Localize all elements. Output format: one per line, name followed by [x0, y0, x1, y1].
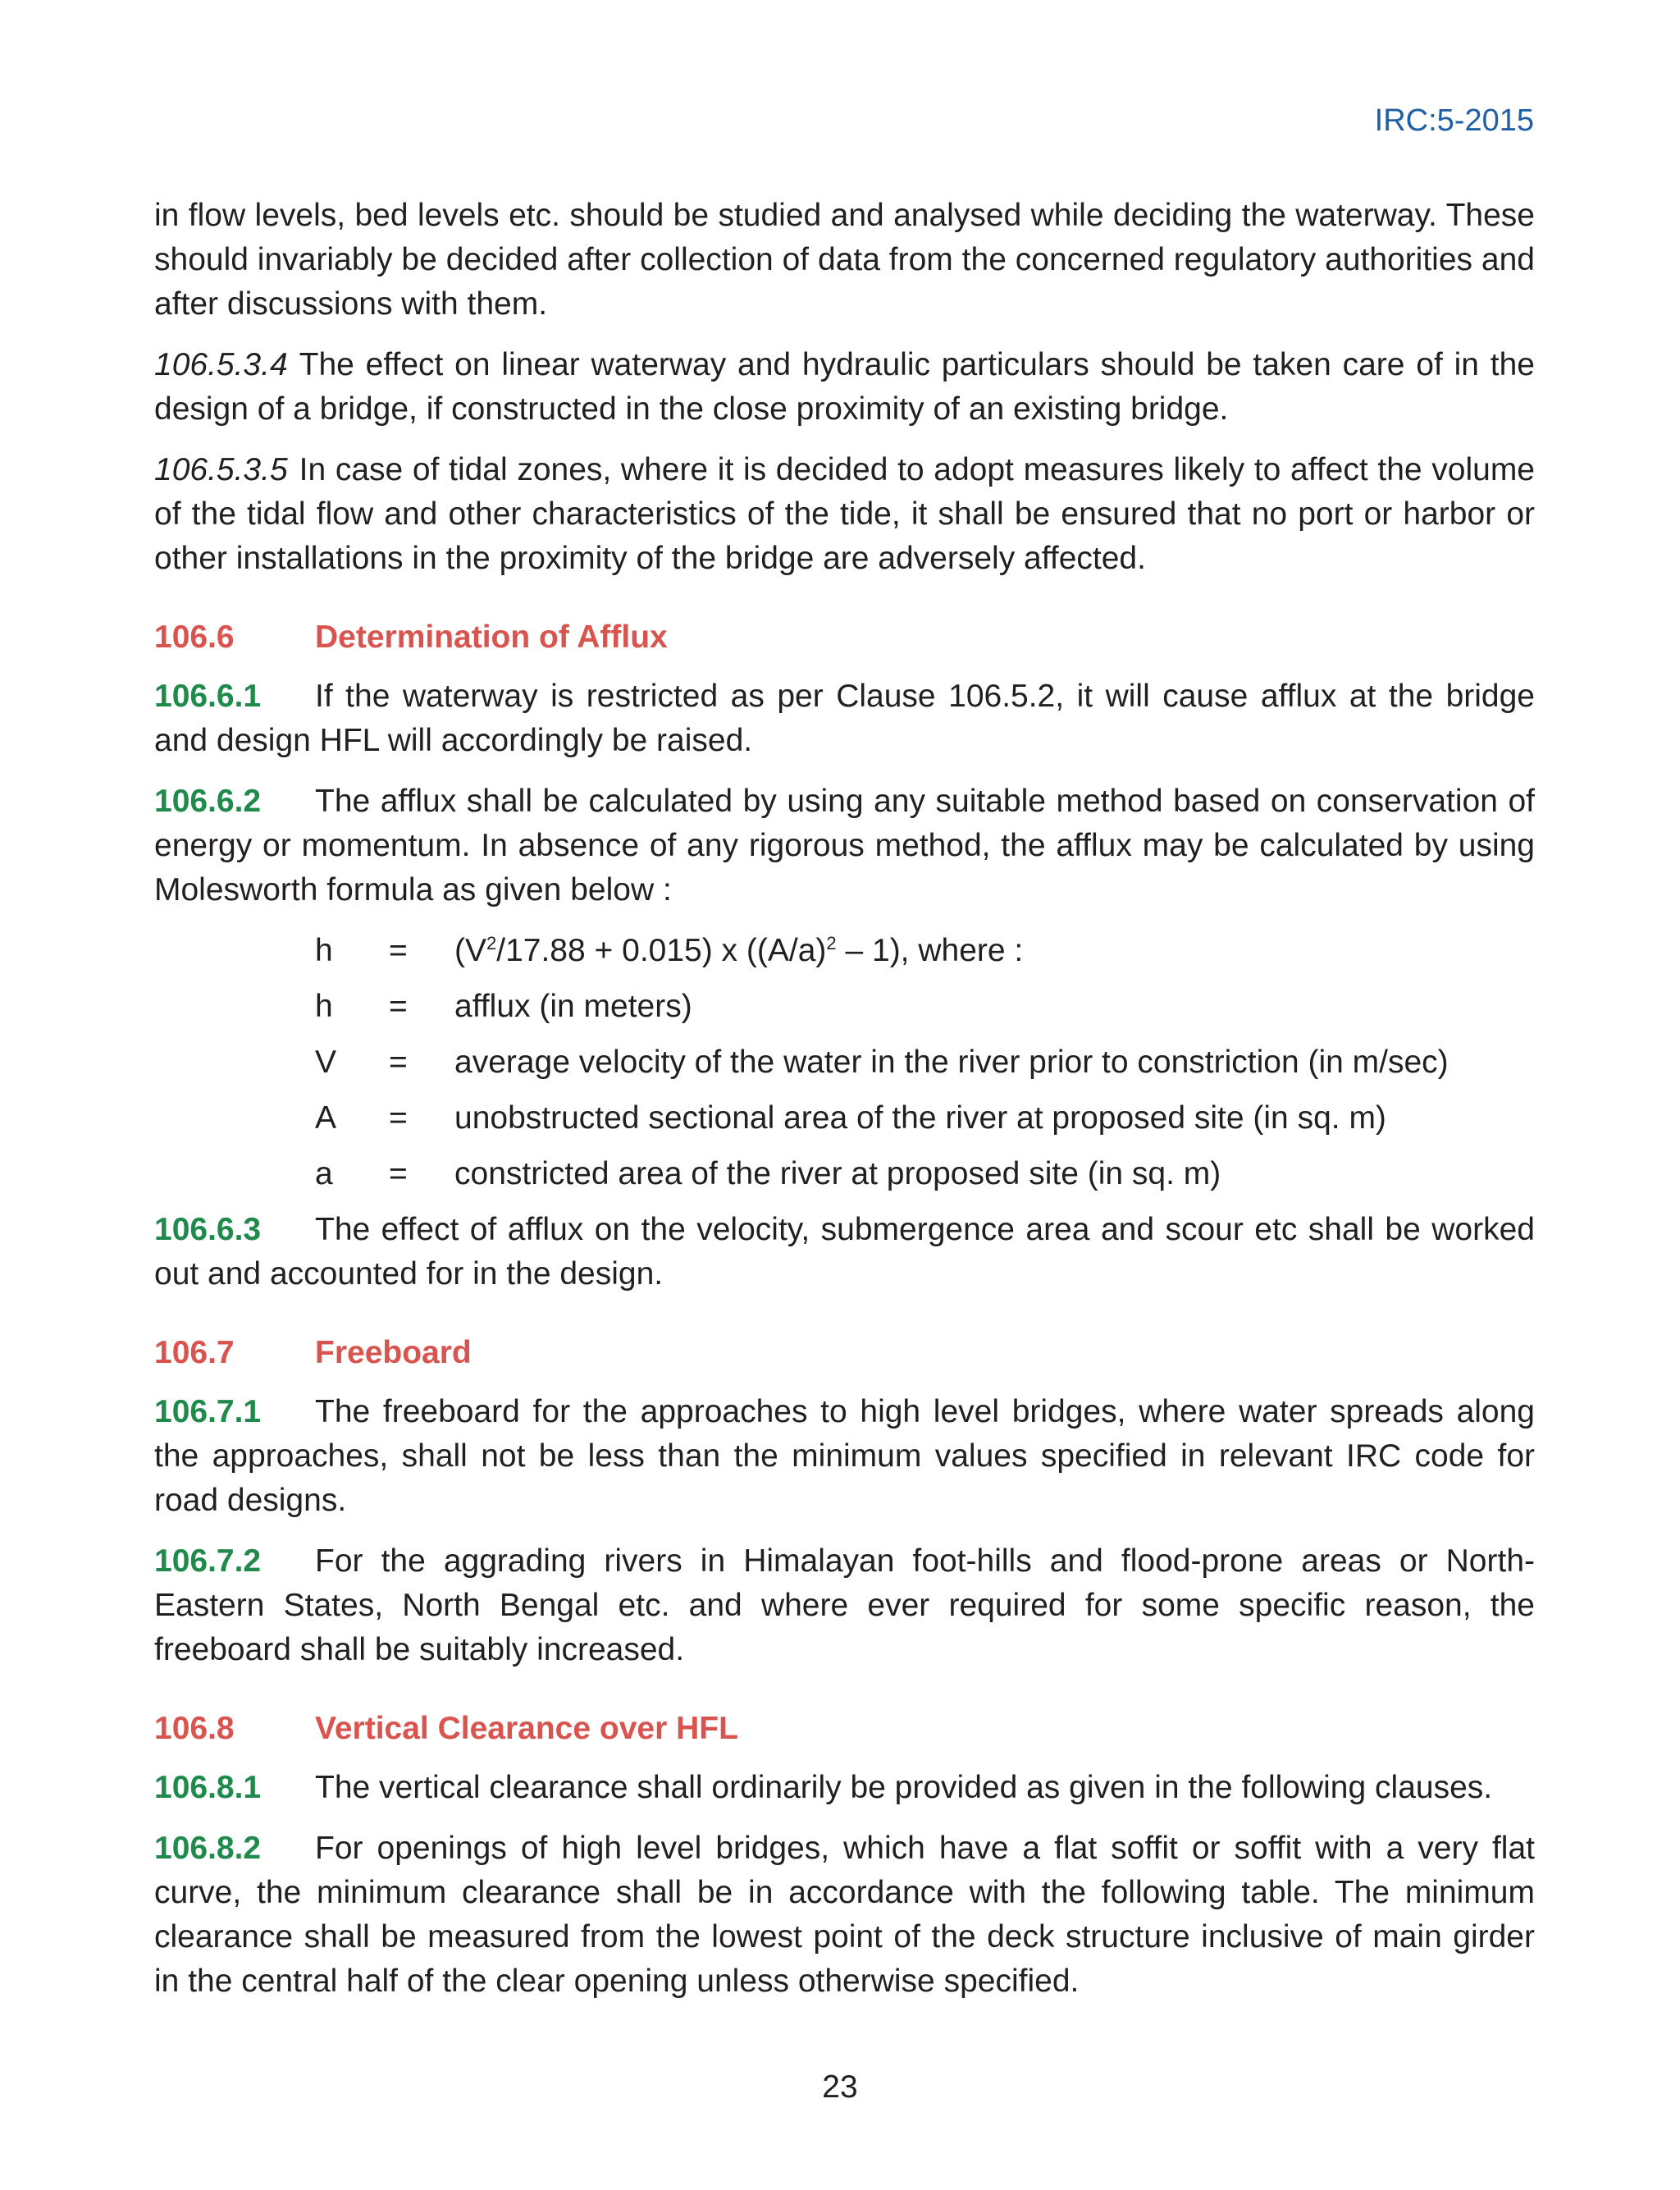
clause-number: 106.6.1: [154, 679, 262, 714]
definition-row: [154, 1152, 1535, 1196]
definition-text: average velocity of the water in the river prior to constriction (in m/sec): [454, 1045, 1449, 1080]
section-title: Vertical Clearance over HFL: [315, 1711, 738, 1746]
intro-paragraph: in flow levels, bed levels etc. should be studied and analysed while deciding the waterway. These should invariably be decided after collection of data from the concerned regulatory authorities and after discussions with them.: [154, 198, 1535, 322]
page-number: 23: [822, 2069, 858, 2105]
clause-106-6-2: [154, 780, 1535, 912]
definition-symbol: a: [315, 1156, 333, 1191]
clause-number: 106.7.2: [154, 1543, 262, 1579]
formula-symbol: h: [315, 933, 333, 968]
definition-equals: =: [389, 989, 408, 1024]
clause-number: 106.5.3.4: [154, 347, 288, 382]
clause-text: In case of tidal zones, where it is decided to adopt measures likely to affect the volume of the tidal flow and other characteristics of the tide, it shall be ensured that no port or harbor or other installations in the proximity of the bridge are adversely affected.: [154, 452, 1535, 576]
clause-text: The effect of afflux on the velocity, submergence area and scour etc shall be worked out and accounted for in the design.: [154, 1212, 1535, 1292]
clause-text: The afflux shall be calculated by using any suitable method based on conservation of energy or momentum. In absence of any rigorous method, the afflux may be calculated by using Molesworth formula as given below :: [154, 784, 1535, 908]
clause-number: 106.6.3: [154, 1212, 262, 1247]
definition-symbol: h: [315, 989, 333, 1024]
definition-text: constricted area of the river at proposed site (in sq. m): [454, 1156, 1221, 1191]
section-title: Determination of Afflux: [315, 620, 668, 655]
clause-106-6-3: [154, 1208, 1535, 1296]
clause-text: The vertical clearance shall ordinarily be provided as given in the following clauses.: [315, 1770, 1493, 1805]
section-number: 106.8: [154, 1711, 235, 1746]
section-heading-106-6: [154, 615, 1535, 660]
clause-text: If the waterway is restricted as per Clause 106.5.2, it will cause afflux at the bridge and design HFL will accordingly be raised.: [154, 679, 1535, 758]
definition-equals: =: [389, 1045, 408, 1080]
definition-text: unobstructed sectional area of the river at proposed site (in sq. m): [454, 1100, 1386, 1136]
clause-106-8-2: [154, 1827, 1535, 2004]
clause-106-7-2: [154, 1539, 1535, 1672]
clause-number: 106.7.1: [154, 1394, 262, 1429]
section-number: 106.6: [154, 620, 235, 655]
clause-text: For openings of high level bridges, which have a flat soffit or soffit with a very flat curve, the minimum clearance shall be in accordance with the following table. The minimum clearance shall be measured from the lowest point of the deck structure inclusive of main girder in the central half of the clear opening unless otherwise specified.: [154, 1831, 1535, 1999]
definition-equals: =: [389, 1100, 408, 1136]
document-body: [154, 194, 1535, 2020]
formula-row: [154, 929, 1535, 973]
definition-symbol: A: [315, 1100, 337, 1136]
clause-number: 106.8.2: [154, 1831, 262, 1866]
clause-text: For the aggrading rivers in Himalayan foot-hills and flood-prone areas or North-Eastern States, North Bengal etc. and where ever required for some specific reason, the freeboard shall be suitably increased.: [154, 1543, 1535, 1667]
definition-equals: =: [389, 1156, 408, 1191]
clause-106-8-1: [154, 1766, 1535, 1810]
clause-text: The freeboard for the approaches to high level bridges, where water spreads along the approaches, shall not be less than the minimum values specified in relevant IRC code for road designs.: [154, 1394, 1535, 1518]
definition-row: [154, 1040, 1535, 1085]
clause-number: 106.6.2: [154, 784, 262, 819]
section-number: 106.7: [154, 1335, 235, 1370]
definition-text: afflux (in meters): [454, 989, 692, 1024]
clause-106-6-1: [154, 674, 1535, 763]
clause-106-5-3-5: [154, 448, 1535, 581]
formula-expression: $(V^2/17.88 + 0.015)$ x $((A/a)^2 - 1)$, where :: [454, 933, 1024, 968]
clause-number: 106.8.1: [154, 1770, 262, 1805]
definition-row: [154, 1096, 1535, 1141]
clause-106-5-3-4: [154, 343, 1535, 432]
clause-106-7-1: [154, 1390, 1535, 1523]
definition-symbol: V: [315, 1045, 337, 1080]
clause-number: 106.5.3.5: [154, 452, 288, 487]
formula-equals: =: [389, 933, 408, 968]
section-heading-106-8: [154, 1707, 1535, 1751]
afflux-formula-block: [154, 929, 1535, 1196]
document-code-header: IRC:5-2015: [1374, 103, 1534, 138]
section-heading-106-7: [154, 1331, 1535, 1375]
clause-text: The effect on linear waterway and hydraulic particulars should be taken care of in the design of a bridge, if constructed in the close proximity of an existing bridge.: [154, 347, 1535, 427]
section-title: Freeboard: [315, 1335, 472, 1370]
definition-row: [154, 985, 1535, 1029]
